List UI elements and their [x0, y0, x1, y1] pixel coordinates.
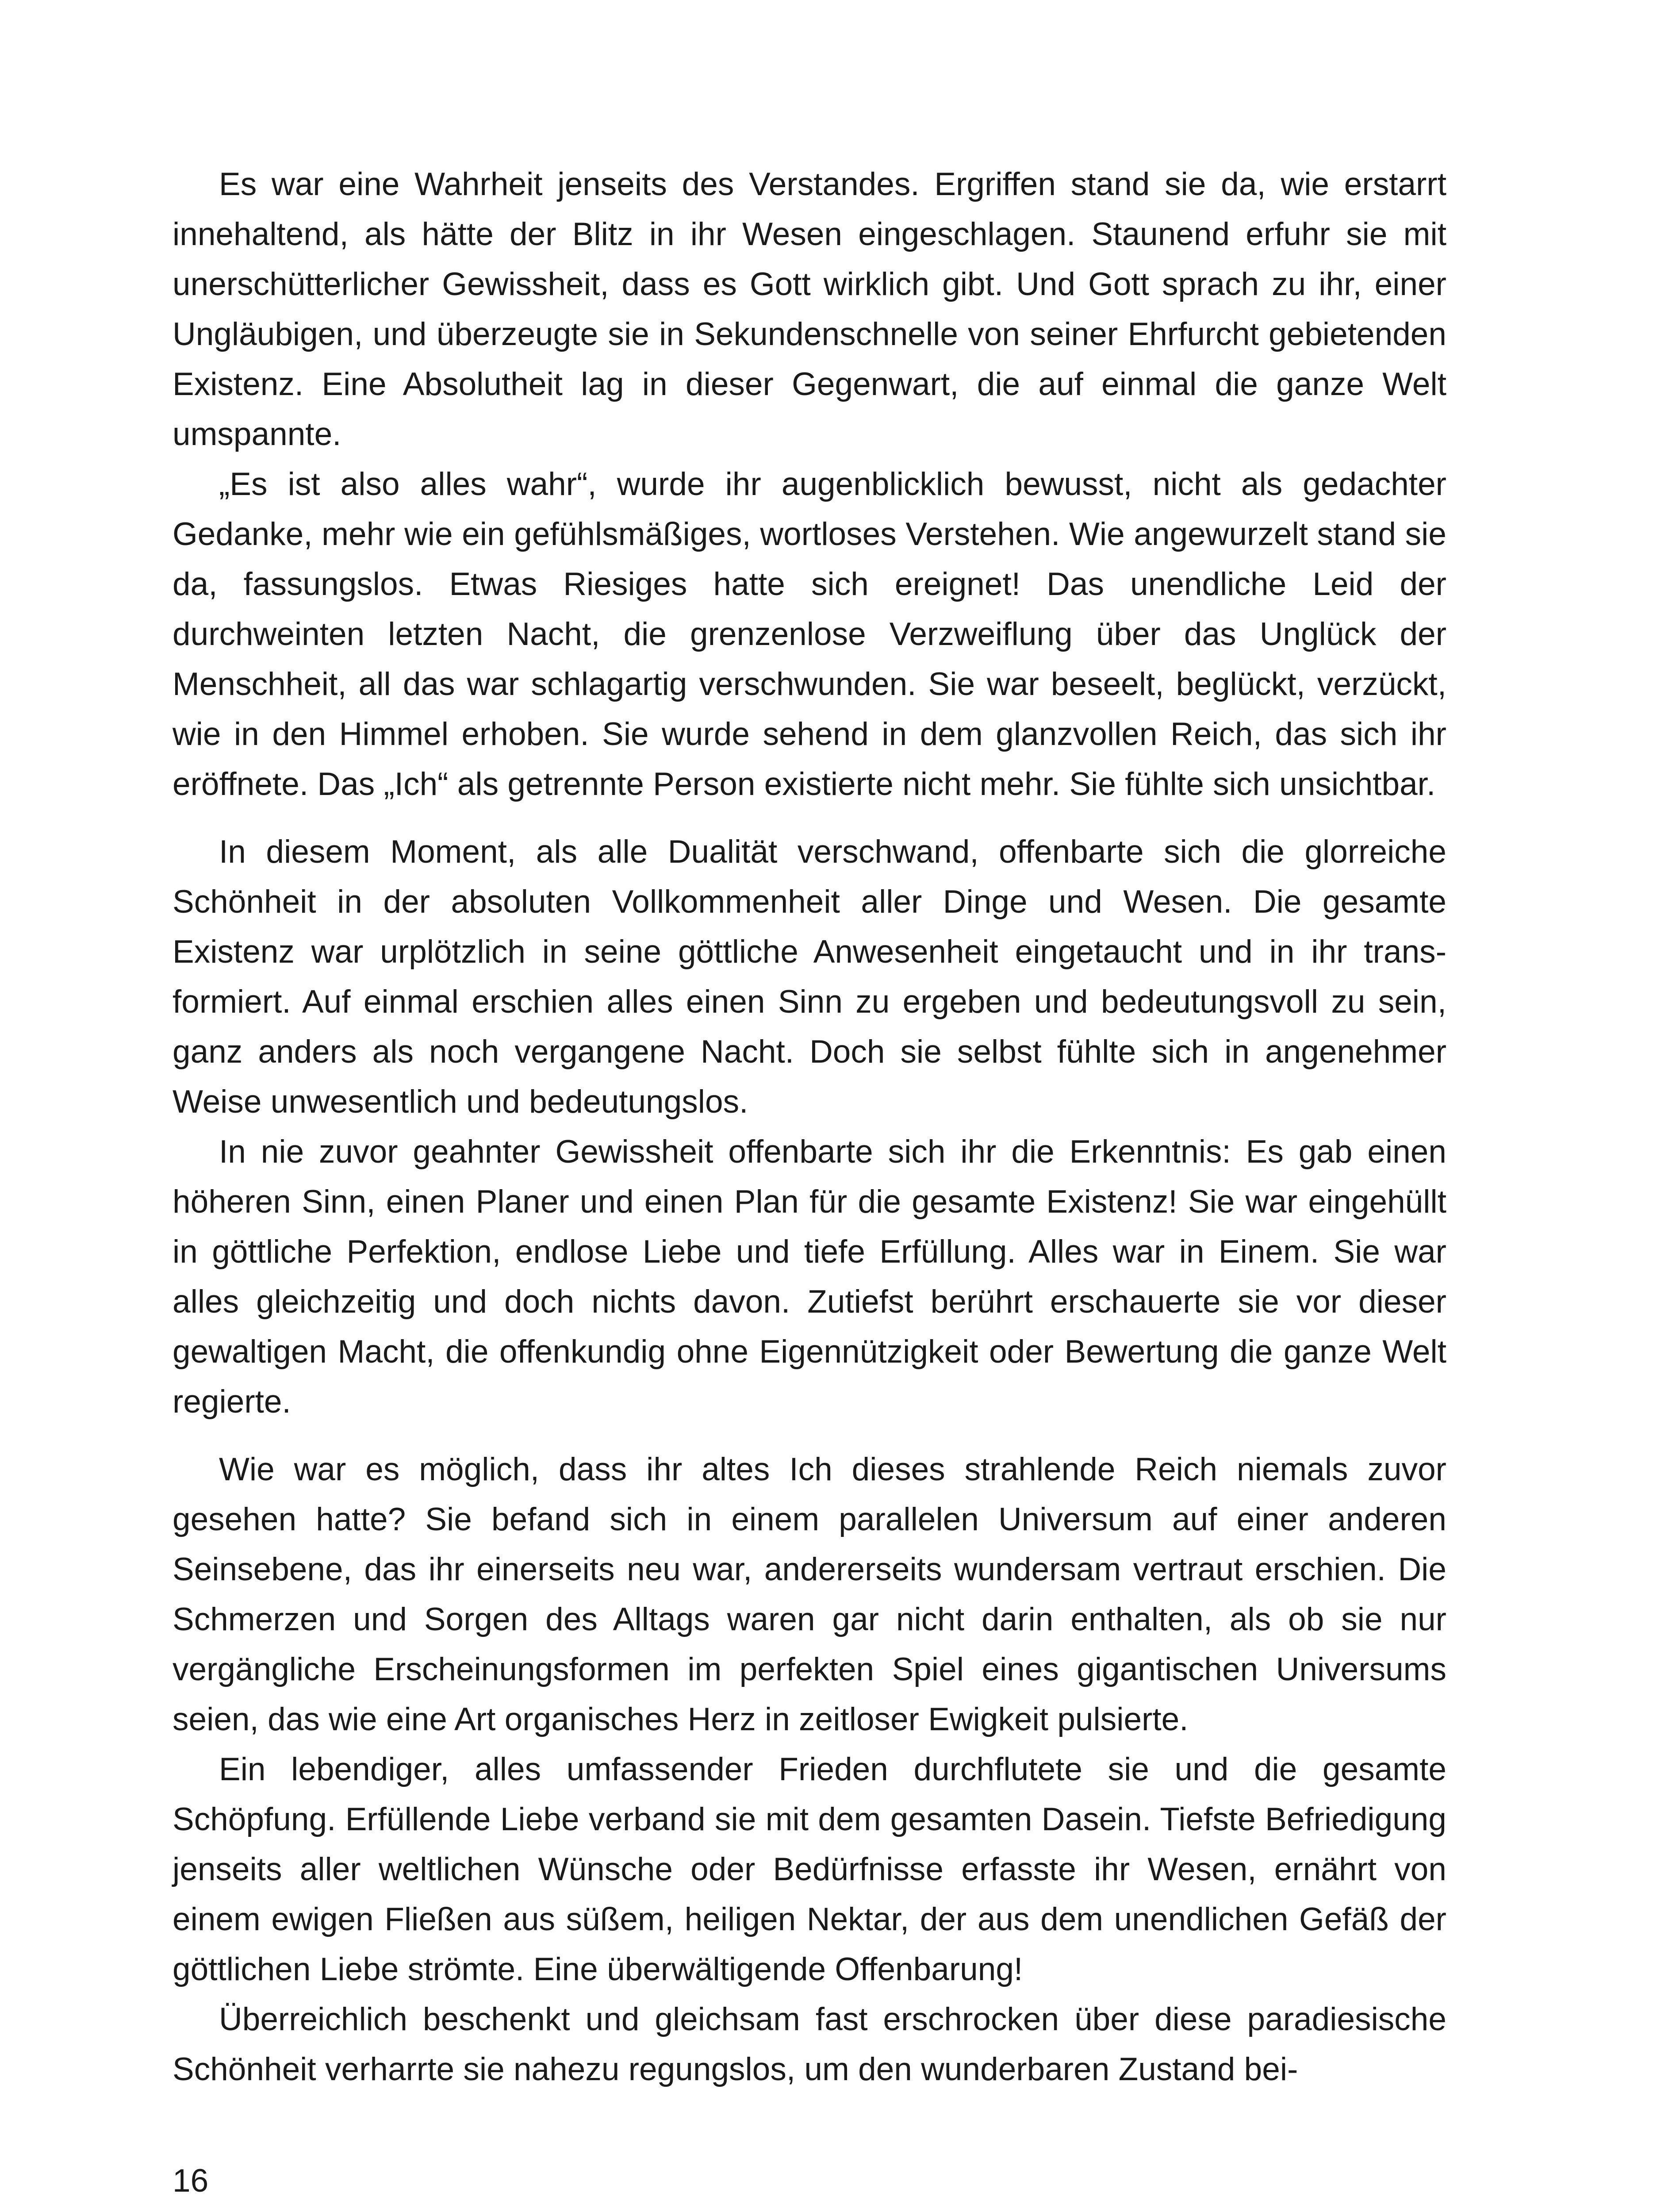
paragraph-3: In diesem Moment, als alle Dualität verschwand, offenbarte sich die glorreiche Schönheit in der absoluten Vollkommenheit aller Dinge und Wesen. Die gesamte Existenz war urplötzlich in seine göttliche Anwesenheit eingetaucht und in ihr transformiert. Auf einmal erschien alles einen Sinn zu ergeben und bedeutungsvoll zu sein, ganz anders als noch vergangene Nacht. Doch sie selbst fühlte sich in angenehmer Weise unwesentlich und bedeutungslos. — [173, 834, 1446, 1120]
paragraph-7: Überreichlich beschenkt und gleichsam fast erschrocken über diese paradiesische Schönheit verharrte sie nahezu regungslos, um den wunderbaren Zustand bei- — [173, 2001, 1446, 2087]
paragraph-4: In nie zuvor geahnter Gewissheit offenbarte sich ihr die Erkenntnis: Es gab einen höheren Sinn, einen Planer und einen Plan für die gesamte Existenz! Sie war eingehüllt in göttliche Perfektion, endlose Liebe und tiefe Erfüllung. Alles war in Einem. Sie war alles gleichzeitig und doch nichts davon. Zutiefst berührt erschauerte sie vor dieser gewaltigen Macht, die offenkundig ohne Eigennützigkeit oder Bewertung die ganze Welt regierte. — [173, 1134, 1446, 1420]
page-number: 16 — [173, 2163, 209, 2199]
paragraph-5: Wie war es möglich, dass ihr altes Ich dieses strahlende Reich niemals zuvor gesehen hatte? Sie befand sich in einem parallelen Universum auf einer anderen Seinsebene, das ihr einerseits neu war, andererseits wundersam vertraut erschien. Die Schmerzen und Sorgen des Alltags waren gar nicht darin enthalten, als ob sie nur vergängliche Erscheinungsformen im perfekten Spiel eines gigantischen Universums seien, das wie eine Art organisches Herz in zeitloser Ewigkeit pulsierte. — [173, 1452, 1446, 1737]
paragraph-6: Ein lebendiger, alles umfassender Frieden durchflutete sie und die gesamte Schöpfung. Erfüllende Liebe verband sie mit dem gesamten Dasein. Tiefste Befriedigung jenseits aller weltlichen Wünsche oder Bedürfnisse erfasste ihr Wesen, ernährt von einem ewigen Fließen aus süßem, heiligen Nektar, der aus dem unendlichen Gefäß der göttlichen Liebe strömte. Eine überwältigende Offenbarung! — [173, 1751, 1446, 1987]
page-body — [173, 159, 1446, 2094]
paragraph-1: Es war eine Wahrheit jenseits des Verstandes. Ergriffen stand sie da, wie erstarrt innehaltend, als hätte der Blitz in ihr Wesen eingeschlagen. Staunend erfuhr sie mit unerschütterlicher Gewissheit, dass es Gott wirklich gibt. Und Gott sprach zu ihr, einer Ungläubigen, und überzeugte sie in Sekundenschnelle von seiner Ehrfurcht gebietenden Existenz. Eine Absolutheit lag in dieser Gegenwart, die auf einmal die ganze Welt umspannte. — [173, 166, 1446, 452]
paragraph-2: „Es ist also alles wahr“, wurde ihr augenblicklich bewusst, nicht als gedachter Gedanke, mehr wie ein gefühlsmäßiges, wortloses Verstehen. Wie angewurzelt stand sie da, fassungslos. Etwas Riesiges hatte sich ereignet! Das unendliche Leid der durchweinten letzten Nacht, die grenzenlose Verzweiflung über das Unglück der Menschheit, all das war schlagartig verschwunden. Sie war beseelt, beglückt, verzückt, wie in den Himmel erhoben. Sie wurde sehend in dem glanzvollen Reich, das sich ihr eröffnete. Das „Ich“ als getrennte Person existierte nicht mehr. Sie fühlte sich unsichtbar. — [173, 466, 1446, 802]
